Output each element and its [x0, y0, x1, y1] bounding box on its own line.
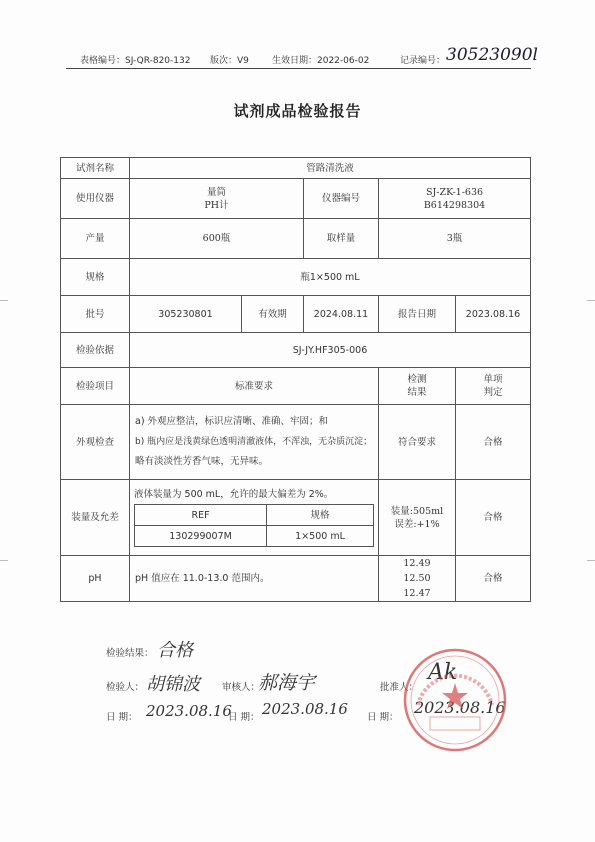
report-table [60, 157, 531, 602]
approver-signature: Ak [428, 660, 458, 685]
filling-line-1: 液体装量为 500 mL，允许的最大偏差为 2%。 [134, 489, 334, 500]
table-row [61, 480, 531, 556]
inspector-signature: 胡锦波 [146, 674, 200, 695]
table-row [61, 296, 531, 333]
appearance-line-2: b) 瓶内应是浅黄绿色透明清澈液体，不浑浊，无杂质沉淀； [135, 437, 373, 447]
fold-mark-left [0, 560, 8, 561]
ph-value-1: 12.49 [403, 558, 431, 569]
ref-value: 130299007M [135, 526, 267, 547]
instrument-label: 使用仪器 [61, 179, 130, 219]
instrument-no-2: B614298304 [423, 199, 486, 211]
instrument-no-label: 仪器编号 [304, 179, 379, 219]
spec-header: 规格 [267, 505, 374, 526]
spec-label: 规格 [61, 259, 130, 296]
conclusion-label: 检验结果： [106, 648, 154, 659]
record-number: 30523090l [446, 45, 538, 65]
ph-results [379, 556, 456, 602]
conclusion-handwritten: 合格 [157, 640, 193, 661]
date-label-2: 日 期： [228, 712, 260, 723]
filling-label: 装量及允差 [61, 480, 130, 556]
date-label-1: 日 期： [106, 712, 138, 723]
instrument-no-1: SJ-ZK-1-636 [425, 186, 484, 198]
table-row [61, 219, 531, 259]
sampling-value: 3瓶 [379, 219, 531, 259]
reviewer-signature: 郝海宇 [258, 672, 316, 694]
expiry-value: 2024.08.11 [304, 296, 379, 333]
table-row [135, 505, 374, 526]
date-label-3: 日 期： [367, 712, 399, 723]
spec-value-inner: 1×500 mL [267, 526, 374, 547]
inspection-seal [400, 645, 510, 755]
result-header [379, 368, 456, 405]
judge-header [456, 368, 531, 405]
instrument-no-cell [379, 179, 531, 219]
ph-value-2: 12.50 [403, 573, 431, 584]
table-row [61, 368, 531, 405]
filling-result-1: 装量:505ml [390, 505, 444, 517]
inspector-label: 检验人： [106, 682, 145, 693]
reagent-name: 管路清洗液 [130, 158, 531, 179]
table-row [61, 405, 531, 480]
table-row [61, 179, 531, 219]
batch-label: 批号 [61, 296, 130, 333]
page-title: 试剂成品检验报告 [233, 102, 362, 120]
expiry-label: 有效期 [242, 296, 304, 333]
filling-result [379, 480, 456, 556]
ref-spec-table [134, 504, 374, 547]
appearance-result: 符合要求 [379, 405, 456, 480]
filling-judge: 合格 [456, 480, 531, 556]
ph-value-3: 12.47 [403, 588, 431, 599]
report-date-value: 2023.08.16 [456, 296, 531, 333]
document-header [0, 45, 595, 69]
instrument-cell [130, 179, 304, 219]
appearance-judge: 合格 [456, 405, 531, 480]
approver-label: 批准人： [380, 682, 419, 693]
output-value: 600瓶 [130, 219, 304, 259]
appearance-label: 外观检查 [61, 405, 130, 480]
ph-requirement: pH 值应在 11.0-13.0 范围内。 [130, 556, 379, 602]
sampling-label: 取样量 [304, 219, 379, 259]
table-row [61, 259, 531, 296]
filling-standard [130, 480, 379, 556]
output-label: 产量 [61, 219, 130, 259]
table-row [61, 158, 531, 179]
judge-header-1: 单项 [483, 374, 503, 385]
reagent-name-label: 试剂名称 [61, 158, 130, 179]
fold-mark-right [587, 560, 595, 561]
batch-value: 305230801 [130, 296, 242, 333]
appearance-standard [130, 405, 379, 480]
judge-header-2: 判定 [483, 387, 503, 398]
item-label: 检验项目 [61, 368, 130, 405]
standard-label: 标准要求 [130, 368, 379, 405]
reviewer-label: 审核人： [222, 682, 261, 693]
result-header-1: 检测 [407, 374, 427, 385]
table-row [61, 333, 531, 368]
fold-mark-left [0, 300, 8, 301]
version: 版次：V9 [210, 56, 249, 66]
appearance-line-3: 略有淡淡性芳香气味，无异味。 [135, 456, 269, 467]
table-row [135, 526, 374, 547]
basis-value: SJ-JY.HF305-006 [130, 333, 531, 368]
table-row [61, 556, 531, 602]
basis-label: 检验依据 [61, 333, 130, 368]
filling-result-2: 误差:+1% [394, 518, 440, 530]
instrument-1: 量筒 [206, 186, 226, 198]
spec-value: 瓶1×500 mL [130, 259, 531, 296]
effective-date: 生效日期：2022-06-02 [272, 56, 370, 66]
ph-label: pH [61, 556, 130, 602]
date-handwritten-3: 2023.08.16 [414, 698, 506, 717]
date-handwritten-1: 2023.08.16 [146, 702, 232, 720]
ref-header: REF [135, 505, 267, 526]
ph-judge: 合格 [456, 556, 531, 602]
report-date-label: 报告日期 [379, 296, 456, 333]
fold-mark-right [587, 300, 595, 301]
record-label: 记录编号： [400, 56, 446, 66]
instrument-2: PH计 [204, 199, 229, 211]
header-rule [66, 68, 531, 69]
form-number: 表格编号：SJ-QR-820-132 [80, 56, 191, 66]
result-header-2: 结果 [407, 387, 427, 398]
appearance-line-1: a) 外观应整洁，标识应清晰、准确、牢固；和 [135, 416, 329, 427]
date-handwritten-2: 2023.08.16 [262, 700, 348, 718]
